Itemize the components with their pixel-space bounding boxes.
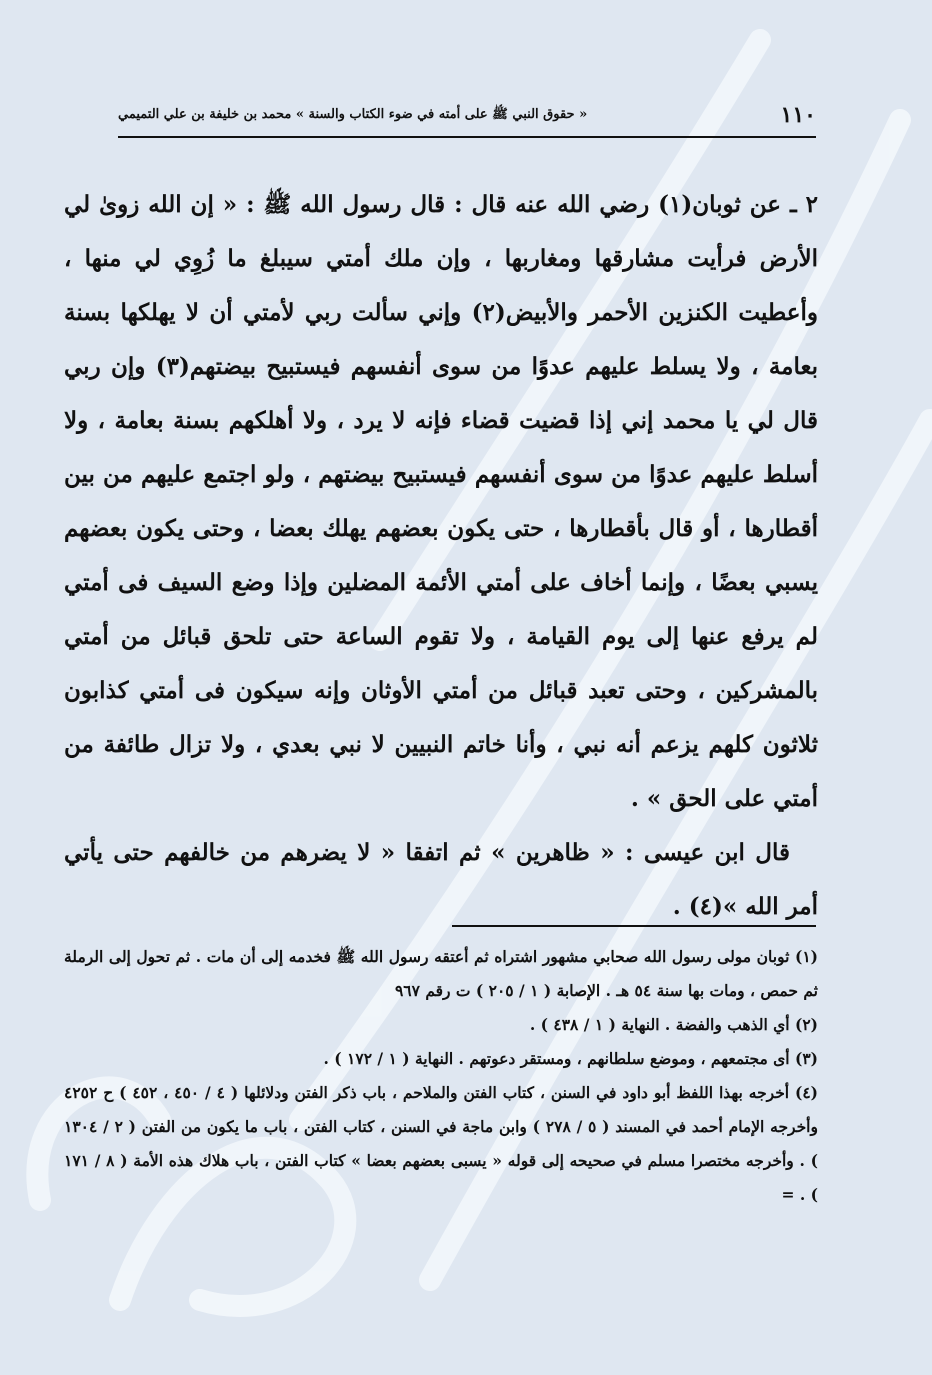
footnote-2: (٢) أي الذهب والفضة . النهاية ( ١ / ٤٣٨ ) . (529, 1015, 818, 1034)
footnote-3: (٣) أى مجتمعهم ، وموضع سلطانهم ، ومستقر دعوتهم . النهاية ( ١ / ١٧٢ ) . (323, 1049, 818, 1068)
main-text (64, 178, 818, 934)
footnote-separator (452, 925, 816, 927)
page-header (118, 100, 816, 134)
page-number: ١١٠ (780, 102, 816, 128)
running-title: « حقوق النبي ﷺ على أمته في ضوء الكتاب والسنة » محمد بن خليفة بن علي التميمي (118, 107, 588, 122)
header-rule (118, 136, 816, 138)
footnote-4: (٤) أخرجه بهذا اللفظ أبو داود في السنن ، كتاب الفتن والملاحم ، باب ذكر الفتن ودلائلها ( ٤ / ٤٥٠ ، ٤٥٢ ) ح ٤٢٥٢ وأخرجه الإمام أحمد في المسند ( ٥ / ٢٧٨ ) وابن ماجة في السنن ، كتاب الفتن ، باب ما يكون من الفتن ( ٢ / ١٣٠٤ ) . وأخرجه مختصرا مسلم في صحيحه إلى قوله « يسبى بعضهم بعضا » كتاب الفتن ، باب هلاك هذه الأمة ( ٨ / ١٧١ ) . = (64, 1083, 818, 1204)
narrator-note-paragraph: قال ابن عيسى : « ظاهرين » ثم اتفقا « لا يضرهم من خالفهم حتى يأتي أمر الله »(٤) . (64, 839, 818, 920)
footnotes (64, 940, 818, 1212)
hadith-paragraph: ٢ ـ عن ثوبان(١) رضي الله عنه قال : قال رسول الله ﷺ : « إن الله زوىٰ لي الأرض فرأيت مشارقها ومغاربها ، وإن ملك أمتي سيبلغ ما زُوِي لي منها ، وأعطيت الكنزين الأحمر والأبيض(٢) وإني سألت ربي لأمتي أن لا يهلكها بسنة بعامة ، ولا يسلط عليهم عدوًا من سوى أنفسهم فيستبيح بيضتهم(٣) وإن ربي قال لي يا محمد إني إذا قضيت قضاء فإنه لا يرد ، ولا أهلكهم بسنة بعامة ، ولا أسلط عليهم عدوًا من سوى أنفسهم فيستبيح بيضتهم ، ولو اجتمع عليهم من بين أقطارها ، أو قال بأقطارها ، حتى يكون بعضهم يهلك بعضا ، وحتى يكون بعضهم يسبي بعضًا ، وإنما أخاف على أمتي الأئمة المضلين وإذا وضع السيف فى أمتي لم يرفع عنها إلى يوم القيامة ، ولا تقوم الساعة حتى تلحق قبائل من أمتي بالمشركين ، وحتى تعبد قبائل من أمتي الأوثان وإنه سيكون فى أمتي كذابون ثلاثون كلهم يزعم أنه نبي ، وأنا خاتم النبيين لا نبي بعدي ، ولا تزال طائفة من أمتي على الحق » . (64, 191, 819, 812)
footnote-1: (١) ثوبان مولى رسول الله صحابي مشهور اشتراه ثم أعتقه رسول الله ﷺ فخدمه إلى أن مات . ثم تحول إلى الرملة ثم حمص ، ومات بها سنة ٥٤ هـ . الإصابة ( ١ / ٢٠٥ ) ت رقم ٩٦٧ (64, 947, 818, 1000)
